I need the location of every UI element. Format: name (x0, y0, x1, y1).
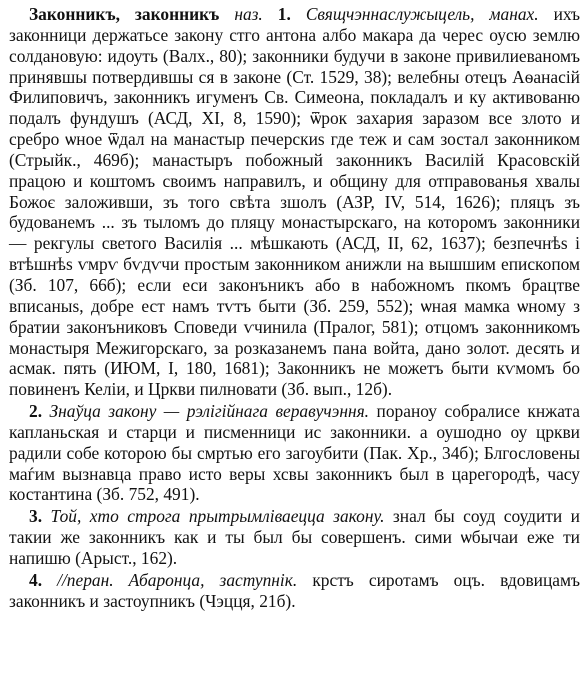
headword: Законникъ, законникъ (29, 4, 220, 24)
sense-1 (9, 4, 580, 400)
part-of-speech: наз. (234, 4, 263, 24)
sense-gloss: Той, хто строга прытрымліваецца закону. (50, 506, 385, 527)
sense-4 (9, 570, 580, 612)
sense-body: крстъ сиротамъ оцъ. вдовицамъ законникъ и застоупникъ (Чэцця, 21б). (9, 569, 580, 611)
sense-number: 3. (29, 506, 43, 527)
sense-gloss: Свящчэннаслужыцель, манах. (305, 4, 539, 24)
sense-body: ихъ законници держатьсе закону стго антона албо макара да черес оусю землю солдановую: идоуть (Валх., 80); законники будучи в законе привилиеваномъ принявшы потвердившы ся в законе (Ст. 1529, 38); велебны отецъ Аѳанасій Филиповичъ, законникъ игуменъ Св. Симеона, покладалъ и ку активованю подалъ фундушъ (АСД, XI, 8, 1590); ѿрок захария заразом все злото и сребро ѡное ѿдал на манастыр печерскиѕ где теж и сам зостал законником (Стрыйк., 469б); манастыръ побожный законникъ Василій Красовскій працою и коштомъ своимъ направилъ, и общину для отправованья хвалы Божоє заложивши, зъ того свѣта зшолъ (АЗР, IV, 514, 1626); пляцъ зъ будованемъ ... зъ тыломъ до пляцу монастырскаго, на которомъ законники — рекгулы светого Василія ... мѣшкають (АСД, II, 62, 1637); безпечнѣѕ і втѣшнѣѕ ѵмрѵ бѵдѵчи простым законником анижли на вышшим епископом (Зб. 107, 66б); если еси законъникъ або в набожномъ пкомъ брацтве вписаныѕ, добре ест намъ тѵтъ быти (Зб. 259, 552); ѡная мамка ѡному з братии законъниковъ Споведи ѵчинила (Пралог, 581); отцомъ законникомъ монастыря Межигорскаго, за розказанемъ пана войта, дано золот. десять и асмак. пять (ИЮМ, I, 180, 1681); Законникъ не можетъ быти кѵмомъ бо повиненъ Келіи, и Цркви пилновати (Зб. вып., 12б). (9, 4, 580, 400)
sense-gloss: Знаўца закону — рэлігійнага веравучэння. (49, 401, 370, 422)
sense-3 (9, 506, 580, 569)
sense-2 (9, 401, 580, 505)
sense-body: знал бы соуд соудити и такии же законникъ как и ты был бы совершенъ. сими ѡбычаи еже ти напишю (Арыст., 162). (9, 506, 580, 568)
sense-number: 1. (277, 4, 291, 24)
sense-number: 4. (29, 569, 43, 590)
sense-number: 2. (29, 401, 43, 422)
sense-body: пораноу собралисе кнжата капланьская и старци и писменници ис законники. а оушодно оу цркви радили собе которою бы смртью его загоубити (Пак. Хр., 34б); Блгословены маѓим вызнавца право исто веры хсвы законникъ был в царегородѣ, часу костантина (Зб. 752, 491). (9, 401, 580, 505)
sense-gloss: //перан. Абаронца, заступнік. (57, 569, 298, 590)
